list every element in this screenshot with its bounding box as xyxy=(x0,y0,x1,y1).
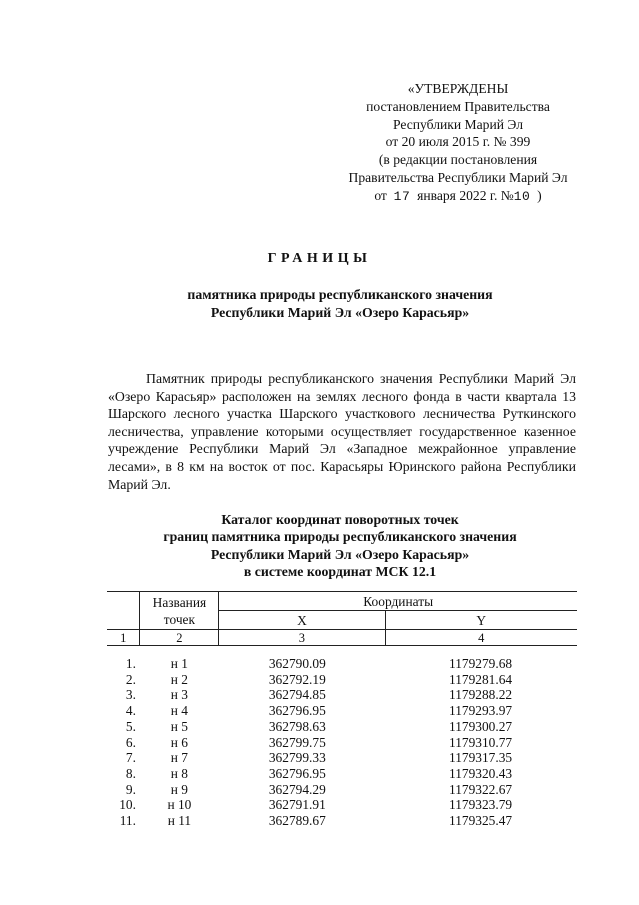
row-x: 362790.09 xyxy=(268,656,326,671)
approval-date: января 2022 г. № xyxy=(417,187,514,203)
table-row xyxy=(107,672,577,688)
row-x: 362794.29 xyxy=(268,781,326,797)
row-y: 1179279.68 xyxy=(449,656,513,671)
table-row xyxy=(107,719,577,735)
col-number-4: 4 xyxy=(385,630,577,646)
approval-line-4: от 20 июля 2015 г. № 399 xyxy=(385,134,531,150)
catalog-line-2: границ памятника природы республиканского значения xyxy=(163,529,517,545)
row-index: 11. xyxy=(119,813,136,829)
approval-block xyxy=(318,80,598,206)
col-number-2: 2 xyxy=(140,630,219,646)
table-row xyxy=(107,750,577,766)
subtitle-line-2: Республики Марий Эл «Озеро Карасьяр» xyxy=(210,305,470,320)
approval-number: 10 xyxy=(513,188,531,204)
row-index: 4. xyxy=(125,703,136,719)
row-x: 362791.91 xyxy=(268,797,326,813)
row-y: 1179293.97 xyxy=(449,703,513,719)
approval-line-2: постановлением Правительства xyxy=(366,98,550,114)
row-point-name: н 5 xyxy=(170,718,189,734)
row-index: 7. xyxy=(125,750,136,766)
row-point-name: н 6 xyxy=(170,734,189,750)
row-y: 1179322.67 xyxy=(449,781,513,797)
row-point-name: н 9 xyxy=(170,781,189,797)
row-index: 9. xyxy=(125,781,136,797)
row-point-name: н 2 xyxy=(170,671,189,687)
row-y: 1179317.35 xyxy=(449,750,513,766)
table-row xyxy=(107,797,577,813)
row-x: 362794.85 xyxy=(268,687,326,703)
col-number-1: 1 xyxy=(107,630,140,646)
row-point-name: н 8 xyxy=(170,765,189,781)
header-index xyxy=(107,592,140,630)
table-row xyxy=(107,703,577,719)
row-point-name: н 4 xyxy=(170,703,189,719)
row-y: 1179320.43 xyxy=(449,765,513,781)
approval-day: 17 xyxy=(393,188,411,204)
table-row xyxy=(107,782,577,798)
header-y: Y xyxy=(385,611,577,630)
approval-line-7 xyxy=(318,187,598,206)
table-row xyxy=(107,687,577,703)
document-subtitle xyxy=(140,286,540,322)
row-y: 1179323.79 xyxy=(449,797,513,813)
catalog-line-3: Республики Марий Эл «Озеро Карасьяр» xyxy=(210,546,470,562)
approval-line-3: Республики Марий Эл xyxy=(392,116,524,132)
catalog-heading xyxy=(120,511,560,581)
col-number-3: 3 xyxy=(219,630,385,646)
row-point-name: н 3 xyxy=(170,687,189,703)
header-names-line-1: Названия xyxy=(152,594,207,610)
subtitle-line-1: памятника природы республиканского значения xyxy=(187,287,493,302)
approval-from: от xyxy=(374,187,387,203)
row-index: 10. xyxy=(119,797,136,813)
row-index: 2. xyxy=(125,671,136,687)
row-y: 1179310.77 xyxy=(449,734,513,750)
row-x: 362796.95 xyxy=(268,703,326,719)
row-index: 5. xyxy=(125,718,136,734)
table-row xyxy=(107,813,577,829)
table-row xyxy=(107,766,577,782)
row-x: 362796.95 xyxy=(268,765,326,781)
row-y: 1179325.47 xyxy=(449,813,513,829)
row-y: 1179281.64 xyxy=(449,671,513,687)
row-y: 1179300.27 xyxy=(449,718,513,734)
catalog-line-4: в системе координат МСК 12.1 xyxy=(243,564,437,580)
approval-line-1: «УТВЕРЖДЕНЫ xyxy=(407,81,509,96)
row-point-name: н 7 xyxy=(170,750,189,766)
document-title: ГРАНИЦЫ xyxy=(267,251,372,266)
catalog-line-1: Каталог координат поворотных точек xyxy=(221,512,459,527)
row-index: 8. xyxy=(125,765,136,781)
header-coordinates: Координаты xyxy=(219,592,577,611)
table-row xyxy=(107,656,577,672)
row-y: 1179288.22 xyxy=(449,687,513,703)
row-x: 362798.63 xyxy=(268,718,326,734)
row-x: 362799.33 xyxy=(268,750,326,766)
header-x: X xyxy=(219,611,385,630)
coordinates-table xyxy=(107,591,577,829)
approval-close: ) xyxy=(537,187,542,203)
approval-line-6: Правительства Республики Марий Эл xyxy=(348,169,568,185)
row-point-name: н 1 xyxy=(170,656,189,671)
row-index: 3. xyxy=(125,687,136,703)
header-names-line-2: точек xyxy=(163,611,196,627)
row-index: 6. xyxy=(125,734,136,750)
approval-line-5: (в редакции постановления xyxy=(378,152,538,168)
row-x: 362792.19 xyxy=(268,671,326,687)
description-paragraph: Памятник природы республиканского значения Республики Марий Эл «Озеро Карасьяр» расположен на землях лесного фонда в части квартала 13 Шарского лесного участка Шарского участкового лесничества Руткинского лесничества, управление которыми осуществляет государственное казенное учреждение Республики Марий Эл «Западное межрайонное управление лесами», в 8 км на восток от пос. Карасьяры Юринского района Республики Марий Эл. xyxy=(108,371,576,492)
row-x: 362799.75 xyxy=(268,734,326,750)
row-index: 1. xyxy=(125,656,136,671)
row-point-name: н 10 xyxy=(167,797,192,813)
header-point-names xyxy=(140,592,219,630)
table-row xyxy=(107,735,577,751)
row-point-name: н 11 xyxy=(167,813,192,829)
row-x: 362789.67 xyxy=(268,813,326,829)
